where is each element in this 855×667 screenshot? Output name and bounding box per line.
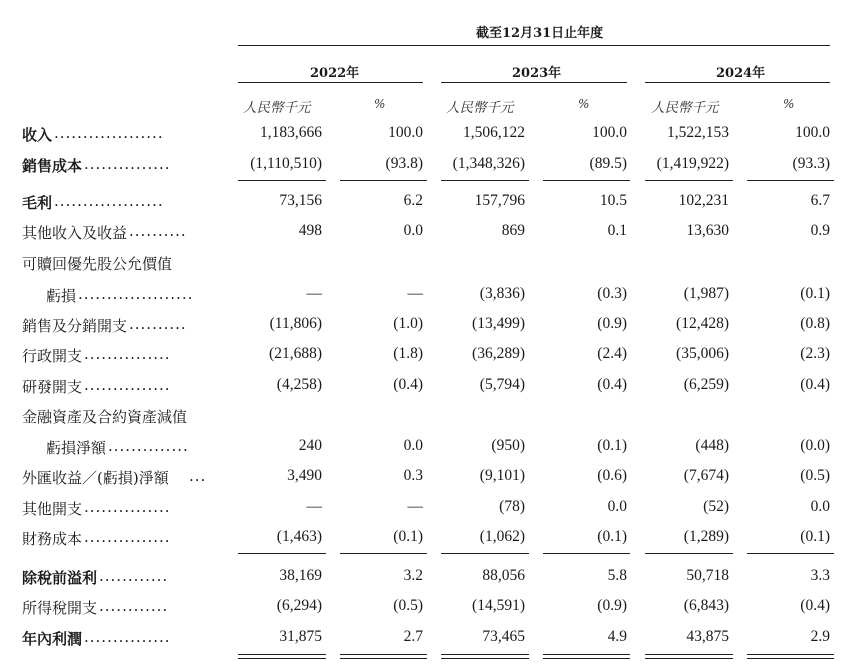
row-leader-dots: .................... [78,285,194,303]
row-value: 50,718 [686,567,729,584]
row-leader-dots: .......... [129,222,187,240]
row-value: (950) [491,437,525,454]
row-value: (2.4) [597,345,627,362]
row-value: 3,490 [287,467,322,484]
row-leader-dots: .......... [129,315,187,333]
row-leader-dots: ............ [99,597,169,615]
double-underline [543,654,630,659]
row-label: 其他收入及收益 [22,224,128,242]
row-label: 年內利潤 [22,630,83,648]
row-value: (1.8) [393,345,423,362]
row-value: 498 [298,222,322,239]
period-heading: 截至12月31日止年度 [476,26,604,41]
row-value: (0.8) [800,315,830,332]
row-label: 所得稅開支 [22,599,98,617]
row-value: 0.1 [607,222,627,239]
row-value: (0.1) [800,285,830,302]
row-value: (14,591) [472,597,525,614]
row-value: 0.9 [810,222,830,239]
subtotal-rule [543,180,630,181]
row-value: (21,688) [269,345,322,362]
row-value: (0.0) [800,437,830,454]
double-underline [747,654,834,659]
row-value: (0.4) [393,376,423,393]
row-value: 0.0 [607,498,627,515]
percent-label: % [783,97,795,111]
row-value: (6,294) [276,597,322,614]
row-value: (13,499) [472,315,525,332]
row-label: 毛利 [22,194,53,212]
subtotal-rule [441,553,529,554]
row-label: 可贖回優先股公允價值 [22,255,173,273]
year-rule [238,82,423,83]
row-leader-dots: .............. [108,437,189,455]
row-value: 102,231 [678,192,729,209]
row-label: 行政開支 [22,347,83,365]
row-value: (0.5) [393,597,423,614]
row-label: 財務成本 [22,530,83,548]
year-rule [441,82,627,83]
subtotal-rule [238,553,326,554]
row-value: 6.2 [403,192,423,209]
row-value: (0.9) [597,597,627,614]
row-value: 43,875 [686,628,729,645]
subtotal-rule [340,553,427,554]
row-value: (6,259) [683,376,729,393]
row-value: (1,348,326) [452,155,525,172]
subtotal-rule [747,180,834,181]
row-value: (93.8) [385,155,423,172]
row-value: 1,506,122 [463,124,525,141]
subtotal-rule [441,180,529,181]
row-value: (78) [499,498,525,515]
row-value: (448) [695,437,729,454]
double-underline [340,654,427,659]
row-value: 100.0 [795,124,830,141]
row-value: (52) [703,498,729,515]
row-label: 收入 [22,126,53,144]
row-leader-dots: ................... [54,192,164,210]
row-value: 100.0 [592,124,627,141]
row-value: (7,674) [683,467,729,484]
row-value: (1,289) [683,528,729,545]
row-value: 0.3 [403,467,423,484]
row-value: (0.4) [800,597,830,614]
row-value: (0.4) [597,376,627,393]
row-value: (9,101) [479,467,525,484]
unit-label: 人民幣千元 [243,100,311,116]
row-value: (0.1) [597,437,627,454]
row-leader-dots: ............... [84,345,171,363]
row-value: 0.0 [403,222,423,239]
row-value: (89.5) [589,155,627,172]
row-value: (0.9) [597,315,627,332]
row-value: 88,056 [482,567,525,584]
row-value: 10.5 [599,192,627,209]
subtotal-rule [543,553,630,554]
row-value: (35,006) [676,345,729,362]
row-value: (0.3) [597,285,627,302]
row-value: 3.3 [810,567,830,584]
double-underline [645,654,733,659]
row-value: (1.0) [393,315,423,332]
row-value: (1,987) [683,285,729,302]
row-value: 5.8 [607,567,627,584]
row-value: (36,289) [472,345,525,362]
row-leader-dots: ............... [84,498,171,516]
row-value: (0.5) [800,467,830,484]
row-value: (3,836) [479,285,525,302]
year-heading: 2022年 [310,66,360,81]
row-value: 4.9 [607,628,627,645]
row-leader-dots: ............... [84,528,171,546]
row-leader-dots: ............... [84,628,171,646]
row-value: 3.2 [403,567,423,584]
row-value: 100.0 [388,124,423,141]
row-value: 6.7 [810,192,830,209]
row-value: 73,465 [482,628,525,645]
row-value: (4,258) [276,376,322,393]
row-value: (0.6) [597,467,627,484]
double-underline [238,654,326,659]
row-value: (1,062) [479,528,525,545]
year-heading: 2023年 [512,66,562,81]
percent-label: % [374,97,386,111]
row-value: 0.0 [810,498,830,515]
row-label: 研發開支 [22,378,83,396]
row-value: 13,630 [686,222,729,239]
row-value: 73,156 [279,192,322,209]
subtotal-rule [645,180,733,181]
row-value: — [407,498,423,515]
row-value: (2.3) [800,345,830,362]
percent-label: % [578,97,590,111]
row-value: (93.3) [792,155,830,172]
year-heading: 2024年 [716,66,766,81]
subtotal-rule [238,180,326,181]
row-value: — [306,498,322,515]
row-label: 金融資產及合約資產減值 [22,408,188,426]
row-leader-dots: ............... [84,376,171,394]
row-label: 銷售及分銷開支 [22,317,128,335]
year-rule [645,82,830,83]
subtotal-rule [747,553,834,554]
row-value: (11,806) [269,315,322,332]
row-label: 除稅前溢利 [22,569,98,587]
double-underline [441,654,529,659]
row-value: (6,843) [683,597,729,614]
row-leader-dots: ............ [99,567,169,585]
row-value: — [306,285,322,302]
row-value: (5,794) [479,376,525,393]
row-label: 其他開支 [22,500,83,518]
row-value: 157,796 [474,192,525,209]
row-value: (1,110,510) [250,155,322,172]
row-value: (12,428) [676,315,729,332]
row-value: 240 [298,437,322,454]
row-value: (0.1) [393,528,423,545]
subtotal-rule [645,553,733,554]
row-value: 1,183,666 [260,124,322,141]
row-label: 虧損 [46,287,77,305]
subtotal-rule [340,180,427,181]
row-value: 869 [501,222,525,239]
row-value: (1,419,922) [656,155,729,172]
row-label: 銷售成本 [22,157,83,175]
row-value: 38,169 [279,567,322,584]
unit-label: 人民幣千元 [651,100,719,116]
row-value: 1,522,153 [667,124,729,141]
row-label: 虧損淨額 [46,439,107,457]
row-value: 31,875 [279,628,322,645]
row-value: (0.1) [800,528,830,545]
row-leader-dots: ... [189,467,207,485]
row-value: (1,463) [276,528,322,545]
row-leader-dots: ................... [54,124,164,142]
row-value: (0.1) [597,528,627,545]
row-leader-dots: ............... [84,155,171,173]
row-value: 2.9 [810,628,830,645]
unit-label: 人民幣千元 [446,100,514,116]
row-value: (0.4) [800,376,830,393]
row-value: — [407,285,423,302]
row-value: 2.7 [403,628,423,645]
row-label: 外匯收益／(虧損)淨額 [22,469,169,487]
period-rule [238,45,830,46]
row-value: 0.0 [403,437,423,454]
